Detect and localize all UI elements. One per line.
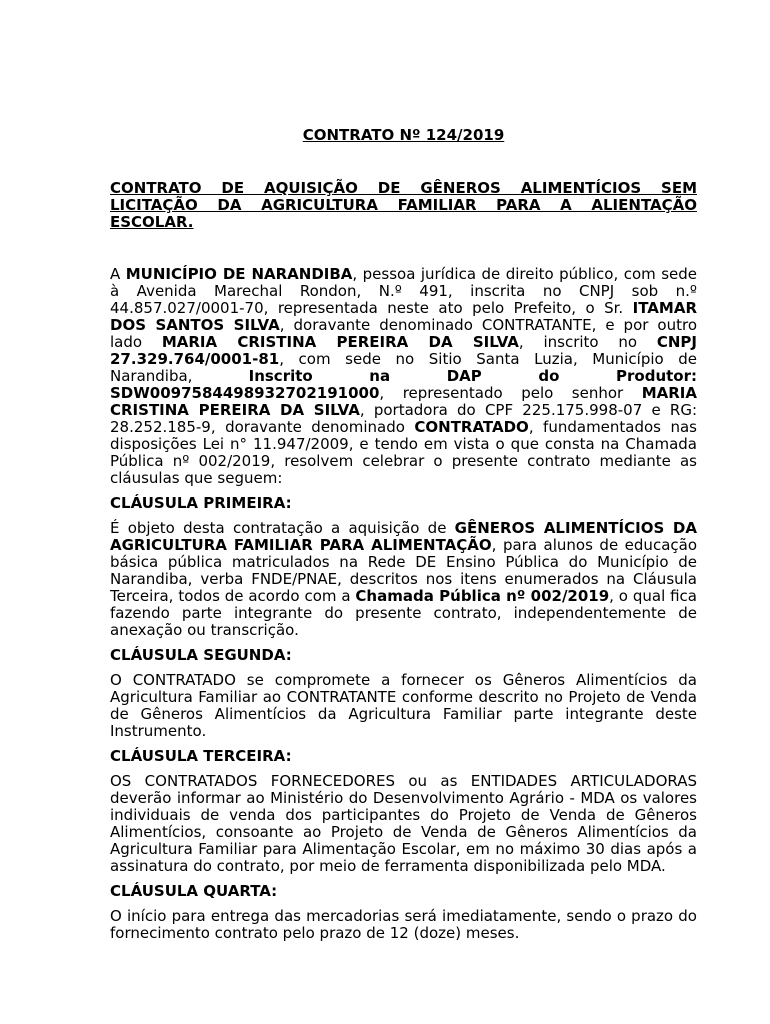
- intro-text: , inscrito no: [518, 333, 657, 351]
- clause-1-body: [110, 520, 697, 639]
- intro-text: A: [110, 265, 126, 283]
- contract-subtitle: CONTRATO DE AQUISIÇÃO DE GÊNEROS ALIMENTÍCIOS SEM LICITAÇÃO DA AGRICULTURA FAMILIAR PARA A ALIENTAÇÃO ESCOLAR.: [110, 179, 697, 231]
- clause-4-body: O início para entrega das mercadorias será imediatamente, sendo o prazo do fornecimento contrato pelo prazo de 12 (doze) meses.: [110, 907, 697, 942]
- clause-2-body: O CONTRATADO se compromete a fornecer os Gêneros Alimentícios da Agricultura Familiar ao CONTRATANTE conforme descrito no Projeto de Venda de Gêneros Alimentícios da Agricultura Familiar parte integrante deste Instrumento.: [110, 671, 697, 740]
- contracted-name: MARIA CRISTINA PEREIRA DA SILVA: [161, 333, 519, 351]
- intro-text: , pessoa jurídica de direito público, com sede à Avenida Marechal Rondon, N.º 491, inscrita no CNPJ sob n.º 44.857.027/0001-70, representada neste ato pelo Prefeito, o Sr.: [110, 265, 698, 317]
- intro-text: , representado pelo senhor: [379, 384, 642, 402]
- mayor-name: ITAMAR DOS SANTOS SILVA: [110, 299, 697, 334]
- clause-3-body: OS CONTRATADOS FORNECEDORES ou as ENTIDADES ARTICULADORAS deverão informar ao Ministério do Desenvolvimento Agrário - MDA os valores individuais de venda dos participantes do Projeto de Venda de Gêneros Alimentícios, consoante ao Projeto de Venda de Gêneros Alimentícios da Agricultura Familiar para Alimentação Escolar, em no máximo 30 dias após a assinatura do contrato, por meio de ferramenta disponibilizada pelo MDA.: [110, 772, 697, 875]
- dap-label: Inscrito na DAP do Produtor:: [248, 367, 697, 385]
- intro-text: , portadora do CPF 225.175.998-07 e RG: 28.252.185-9, doravante denominado: [110, 401, 697, 436]
- contracted-label: CONTRATADO: [414, 418, 529, 436]
- intro-text: , fundamentados nas disposições Lei n° 11.947/2009, e tendo em vista o que consta na Chamada Pública nº 002/2019, resolvem celebrar o presente contrato mediante as cláusulas que seguem:: [110, 418, 697, 487]
- clause-1-object: GÊNEROS ALIMENTÍCIOS DA AGRICULTURA FAMILIAR PARA ALIMENTAÇÃO: [110, 519, 697, 554]
- contracted-cnpj: CNPJ 27.329.764/0001-81: [110, 333, 698, 368]
- clause-3-heading: CLÁUSULA TERCEIRA:: [110, 747, 292, 765]
- clause-text: , para alunos de educação básica pública matriculados na Rede DE Ensino Pública do Município de Narandiba, verba FNDE/PNAE, descritos nos itens enumerados na Cláusula Terceira, todos de acordo com a: [110, 536, 697, 605]
- representative-name: MARIA CRISTINA PEREIRA DA SILVA: [110, 384, 697, 419]
- document-content: [110, 127, 697, 950]
- clause-1-heading: CLÁUSULA PRIMEIRA:: [110, 494, 292, 512]
- clause-1-public-call: Chamada Pública nº 002/2019: [355, 587, 610, 605]
- dap-number: SDW0097584498932702191000: [110, 384, 380, 402]
- contract-title: CONTRATO Nº 124/2019: [302, 126, 505, 144]
- contractor-municipality: MUNICÍPIO DE NARANDIBA: [125, 265, 353, 283]
- intro-text: , doravante denominado CONTRATANTE, e por outro lado: [110, 316, 698, 351]
- intro-text: , com sede no Sitio Santa Luzia, Município de Narandiba,: [110, 350, 697, 385]
- clause-4-heading: CLÁUSULA QUARTA:: [110, 882, 278, 900]
- intro-paragraph: [110, 266, 697, 487]
- clause-2-heading: CLÁUSULA SEGUNDA:: [110, 646, 292, 664]
- clause-text: , o qual fica fazendo parte integrante do presente contrato, independentemente de anexação ou transcrição.: [110, 587, 697, 639]
- clause-text: É objeto desta contratação a aquisição de: [110, 519, 455, 537]
